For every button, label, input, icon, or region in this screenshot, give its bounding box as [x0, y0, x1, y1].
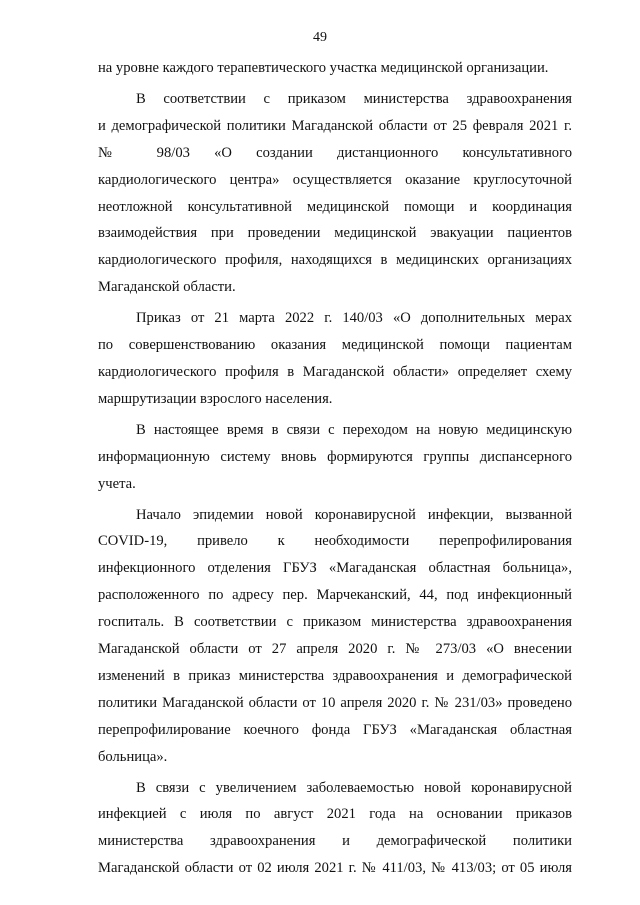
text-line: расположенного по адресу пер. Марчеканский, 44, под инфекционный	[98, 587, 572, 604]
text-line: взаимодействия при проведении медицинской эвакуации пациентов	[98, 225, 572, 242]
paragraph-covid-reprofiling	[98, 502, 572, 771]
text-line: Магаданской области от 27 апреля 2020 г. № 273/03 «О внесении	[98, 641, 572, 658]
text-line: кардиологического центра» осуществляется оказание круглосуточной	[98, 171, 572, 188]
text-line: Магаданской области.	[98, 279, 236, 296]
text-line: инфекционного отделения ГБУЗ «Магаданская областная больница»,	[98, 560, 572, 577]
text-line: В настоящее время в связи с переходом на новую медицинскую	[136, 421, 572, 438]
text-line: В соответствии с приказом министерства здравоохранения	[136, 90, 572, 107]
paragraph-covid-increase	[98, 775, 572, 883]
text-line: Магаданской области от 02 июля 2021 г. № 411/03, № 413/03; от 05 июля	[98, 860, 572, 877]
text-line: маршрутизации взрослого населения.	[98, 390, 333, 407]
page-number: 49	[313, 30, 327, 45]
text-line: по совершенствованию оказания медицинской помощи пациентам	[98, 337, 572, 354]
text-line: перепрофилирование коечного фонда ГБУЗ «Магаданская областная	[98, 721, 572, 738]
paragraph-continuation	[98, 55, 572, 82]
text-line: на уровне каждого терапевтического участка медицинской организации.	[98, 60, 549, 76]
text-line: учета.	[98, 475, 136, 492]
text-line: кардиологического профиля, находящихся в медицинских организациях	[98, 252, 572, 269]
text-line: информационную систему вновь формируются группы диспансерного	[98, 448, 572, 465]
text-line: изменений в приказ министерства здравоохранения и демографической	[98, 667, 572, 684]
text-line: кардиологического профиля в Магаданской области» определяет схему	[98, 363, 572, 380]
paragraph-information-system	[98, 417, 572, 498]
text-line: В связи с увеличением заболеваемостью новой коронавирусной	[136, 779, 572, 796]
text-line: № 98/03 «О создании дистанционного консультативного	[98, 144, 572, 161]
paragraph-routing-order	[98, 305, 572, 413]
text-line: министерства здравоохранения и демографической политики	[98, 833, 572, 850]
text-line: COVID-19, привело к необходимости перепрофилирования	[98, 533, 572, 550]
text-line: инфекцией с июля по август 2021 года на основании приказов	[98, 806, 572, 823]
text-line: Начало эпидемии новой коронавирусной инфекции, вызванной	[136, 506, 572, 523]
text-line: больница».	[98, 748, 168, 765]
text-line: Приказ от 21 марта 2022 г. 140/03 «О дополнительных мерах	[136, 310, 572, 327]
text-line: и демографической политики Магаданской области от 25 февраля 2021 г.	[98, 117, 572, 134]
paragraph-cardiology-center-order	[98, 86, 572, 301]
text-line: неотложной консультативной медицинской помощи и координация	[98, 198, 572, 215]
text-line: госпиталь. В соответствии с приказом министерства здравоохранения	[98, 614, 572, 631]
document-body	[98, 55, 572, 882]
text-line: политики Магаданской области от 10 апреля 2020 г. № 231/03» проведено	[98, 694, 572, 711]
